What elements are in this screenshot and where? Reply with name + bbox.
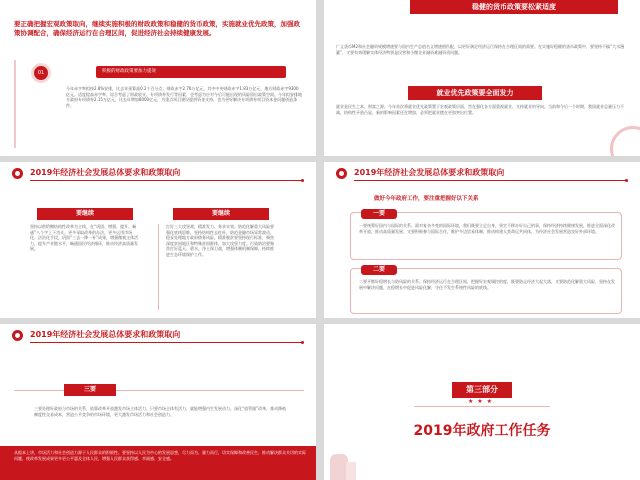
column-text: 坚持以供给侧结构性改革为主线，在“巩固、增强、提升、畅通”八个字上下功夫。更多采取改革的办法，更多运用市场化、法治化手段，巩固“三去一降一补”成果，增强微观主体活力，提升产业链水平，畅通国民经济循环，推动经济高质量发展。 (30, 224, 139, 252)
step-number-badge: 01 (34, 66, 48, 80)
header-rule (30, 342, 304, 343)
box-text: 二要平衡好稳增长与防风险的关系。保持经济运行在合理区间，把握好宏观调控的度，既要防止经济大起大落，又要防范化解重大风险，坚持在发展中解决问题，在稳增长中促进风险化解，守住不发生系统性风险的底线。 (359, 279, 615, 290)
section-text: 三要处理好政府与市场的关系，依靠改革开放激发市场主体活力。只要市场主体有活力，就能增强内生发展动力。深化“放管服”改革，推动降低制度性交易成本，营造公平竞争的市场环境，更大激发市场活力和社会创造力。 (34, 406, 287, 417)
slide-part-three-cover (324, 324, 640, 480)
party-emblem-icon (12, 168, 23, 179)
slide-title: 2019年经济社会发展总体要求和政策取向 (30, 168, 181, 177)
column-text: 打好三大攻坚战，精准发力、务求实效。防范化解重大风险要强化底线思维，坚持结构性去杠杆，防范金融市场异常波动，稳妥处理地方政府债务风险。精准脱贫要坚持现行标准，聚焦深度贫困地区和特殊贫困群体，加大攻坚力度。污染防治要聚焦打好蓝天、碧水、净土保卫战，增强体制机制保障，持续推进生态环境保护工作。 (166, 224, 274, 257)
section-tag: 三要 (64, 384, 116, 396)
timeline-bar (14, 60, 16, 148)
monetary-policy-text: 广义货币M2和社会融资规模增速要与国内生产总值名义增速相匹配，以更好满足经济运行保持在合理区间的需要。在实施好稳健的货币政策中，要坚持不搞“大水漫灌”，又要有效缓解实体经济特别是民营和小微企业融资难融资贵问题。 (336, 44, 625, 55)
slide-header (324, 162, 640, 184)
header-rule (30, 180, 304, 181)
requirement-column-2 (166, 208, 276, 258)
column-tag: 要继续 (173, 208, 269, 220)
slide-key-relations (324, 162, 640, 318)
column-divider (158, 224, 159, 310)
slide-header (0, 324, 316, 346)
slide-macro-policy (0, 0, 316, 156)
part-label: 第三部分 (452, 382, 512, 398)
star-row: ★ ★ ★ (468, 398, 493, 405)
question-title: 做好今年政府工作，要注重把握好以下关系 (374, 196, 479, 202)
cover-title: 2019年政府工作任务 (413, 423, 551, 439)
red-band (0, 446, 316, 480)
relation-box-1 (350, 212, 622, 260)
building-graphic (346, 462, 356, 480)
slide-monetary-employment (324, 0, 640, 156)
slide-title: 2019年经济社会发展总体要求和政策取向 (30, 330, 181, 339)
slide-title: 2019年经济社会发展总体要求和政策取向 (354, 168, 505, 177)
employment-policy-text: 就业是民生之本、财富之源。今年首次将就业优先政策置于宏观政策层面，旨在强化各方面重视就业、支持就业的导向。当前和今后一个时期，我国就业总量压力不减、结构性矛盾凸显，新的影响因素还在增加，必须把就业摆在更加突出位置。 (336, 104, 624, 115)
party-emblem-icon (12, 330, 23, 341)
slide-general-requirements (0, 162, 316, 318)
requirement-column-1 (30, 208, 140, 252)
section-pill-fiscal: 积极的财政政策要加力提效 (96, 66, 286, 78)
party-emblem-icon (336, 168, 347, 179)
slide-government-market (0, 324, 316, 480)
relation-box-2 (350, 268, 622, 314)
box-tag: 二要 (361, 265, 397, 275)
box-text: 一要统筹好国内与国际的关系。面对复杂多变的国际环境，我们既要立足自身，坚定不移办好自己的事，保持经济持续健康发展，推进全面深化改革开放，推动高质量发展；又要积极参与国际合作，维护多边贸易体制，推动构建人类命运共同体，为经济社会发展营造良好外部环境。 (359, 223, 615, 234)
box-tag: 一要 (361, 209, 397, 219)
section-heading-employment: 就业优先政策要全面发力 (408, 86, 542, 100)
header-rule (354, 180, 628, 181)
section-heading-monetary: 稳健的货币政策要松紧适度 (410, 0, 618, 14)
divider-line (14, 390, 304, 391)
slide-header (0, 162, 316, 184)
fiscal-policy-text: 今年赤字率拟按2.8%安排，比去年预算高0.2个百分点；财政赤字2.76万亿元，其中中央财政赤字1.83万亿元，地方财政赤字9300亿元。适度提高赤字率，综合考虑了财政收支、专项债券发行等因素，也考虑为应对今后可能出现的风险留出政策空间。今年拟安排地方政府专项债券2.15万亿元，比去年增加8000亿元，为重点项目建设提供资金支持，也为更好解决专项债券项目资本金问题创造条件。 (66, 86, 302, 108)
intro-statement: 要正确把握宏观政策取向，继续实施积极的财政政策和稳健的货币政策，实施就业优先政策，加强政策协调配合，确保经济运行在合理区间，促进经济社会持续健康发展。 (14, 20, 300, 37)
divider-line (414, 406, 550, 407)
band-text: 从根本上讲，市场活力和社会创造力源于人民群众的积极性。要坚持以人民为中心的发展思想，尽力而为、量力而行，切实保障和改善民生，推动解决群众关切的实际问题，使改革发展成果更多更公平惠及全体人民，增强人民群众获得感、幸福感、安全感。 (14, 450, 306, 461)
decorative-circle (610, 126, 640, 156)
column-tag: 要继续 (37, 208, 133, 220)
